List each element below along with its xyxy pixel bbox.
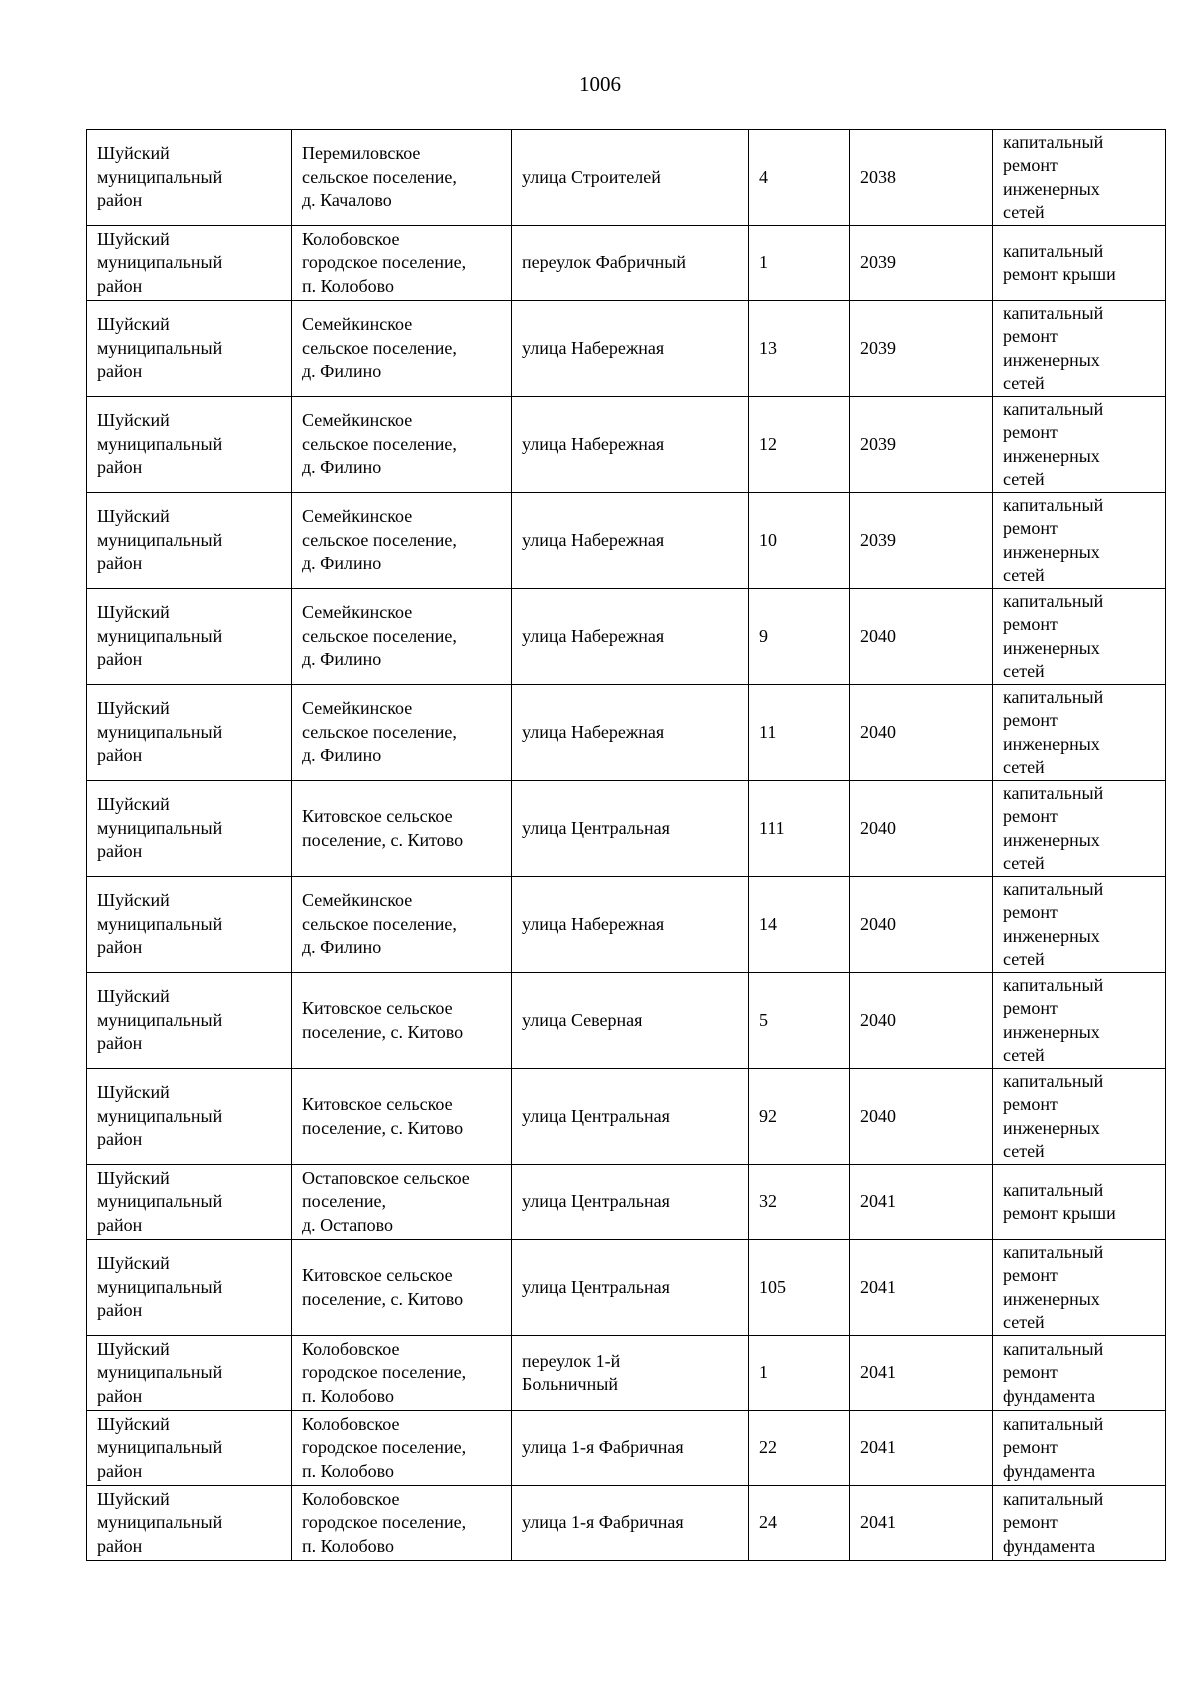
settlement-cell bbox=[292, 226, 512, 301]
street-cell bbox=[512, 397, 749, 493]
house-number-cell: 4 bbox=[749, 130, 850, 226]
street-cell-line: улица Северная bbox=[522, 1009, 643, 1030]
table-row bbox=[87, 1486, 1166, 1561]
district-cell-line: Шуйский bbox=[97, 602, 170, 623]
work-type-cell-line: капитальный bbox=[1003, 1241, 1104, 1262]
street-cell bbox=[512, 301, 749, 397]
work-type-cell-line: инженерных bbox=[1003, 829, 1100, 850]
work-type-cell-line: инженерных bbox=[1003, 733, 1100, 754]
work-type-cell bbox=[993, 1165, 1166, 1240]
district-cell bbox=[87, 1336, 292, 1411]
district-cell-line: район bbox=[97, 275, 143, 296]
work-type-cell-line: ремонт bbox=[1003, 1094, 1058, 1114]
district-cell-line: Шуйский bbox=[97, 410, 170, 431]
district-cell-line: Шуйский bbox=[97, 698, 170, 719]
district-cell-line: район bbox=[97, 937, 143, 958]
work-type-cell-line: капитальный bbox=[1003, 131, 1104, 152]
district-cell-line: муниципальный bbox=[97, 817, 223, 838]
table-row bbox=[87, 1069, 1166, 1165]
settlement-cell-line: Семейкинское bbox=[302, 698, 413, 719]
work-type-cell-line: сетей bbox=[1003, 949, 1045, 969]
district-cell-line: район bbox=[97, 1535, 143, 1556]
district-cell-line: Шуйский bbox=[97, 1413, 170, 1434]
street-cell-line: улица 1-я Фабричная bbox=[522, 1437, 684, 1458]
settlement-cell-line: п. Колобово bbox=[302, 1535, 395, 1556]
district-cell-line: Шуйский bbox=[97, 506, 170, 527]
district-cell-line: район bbox=[97, 745, 143, 766]
district-cell-line: район bbox=[97, 841, 143, 862]
settlement-cell-line: городское поселение, bbox=[302, 1437, 467, 1458]
settlement-cell-line: сельское поселение, bbox=[302, 529, 457, 550]
house-number-cell: 9 bbox=[749, 589, 850, 685]
street-cell bbox=[512, 685, 749, 781]
work-type-cell-line: ремонт bbox=[1003, 1362, 1058, 1383]
settlement-cell-line: Остаповское сельское bbox=[302, 1167, 470, 1188]
settlement-cell bbox=[292, 301, 512, 397]
district-cell-line: Шуйский bbox=[97, 1253, 170, 1274]
settlement-cell bbox=[292, 973, 512, 1069]
work-type-cell-line: сетей bbox=[1003, 469, 1045, 489]
district-cell-line: район bbox=[97, 1214, 143, 1235]
settlement-cell-line: Китовское сельское bbox=[302, 806, 453, 826]
work-type-cell-line: капитальный bbox=[1003, 1179, 1104, 1200]
work-type-cell-line: инженерных bbox=[1003, 1288, 1100, 1309]
district-cell-line: район bbox=[97, 457, 143, 478]
table-row bbox=[87, 1411, 1166, 1486]
settlement-cell-line: сельское поселение, bbox=[302, 913, 457, 934]
district-cell bbox=[87, 781, 292, 877]
house-number-cell: 12 bbox=[749, 397, 850, 493]
work-type-cell bbox=[993, 877, 1166, 973]
work-type-cell bbox=[993, 1411, 1166, 1486]
district-cell bbox=[87, 130, 292, 226]
table-row bbox=[87, 973, 1166, 1069]
house-number-cell: 1 bbox=[749, 226, 850, 301]
work-type-cell-line: сетей bbox=[1003, 373, 1045, 393]
settlement-cell-line: городское поселение, bbox=[302, 1362, 467, 1383]
work-type-cell-line: ремонт bbox=[1003, 155, 1058, 175]
work-type-cell-line: сетей bbox=[1003, 1312, 1045, 1332]
work-type-cell-line: фундамента bbox=[1003, 1385, 1096, 1406]
work-type-cell-line: сетей bbox=[1003, 757, 1045, 777]
district-cell-line: Шуйский bbox=[97, 890, 170, 911]
settlement-cell-line: поселение, с. Китово bbox=[302, 1117, 464, 1138]
work-type-cell-line: сетей bbox=[1003, 1045, 1045, 1065]
settlement-cell bbox=[292, 1165, 512, 1240]
settlement-cell-line: Семейкинское bbox=[302, 602, 413, 623]
district-cell-line: Шуйский bbox=[97, 1488, 170, 1509]
work-type-cell-line: ремонт крыши bbox=[1003, 264, 1116, 284]
settlement-cell-line: Колобовское bbox=[302, 228, 400, 249]
district-cell-line: Шуйский bbox=[97, 314, 170, 335]
year-cell: 2041 bbox=[850, 1486, 993, 1561]
year-cell: 2040 bbox=[850, 973, 993, 1069]
street-cell bbox=[512, 1336, 749, 1411]
district-cell-line: район bbox=[97, 1460, 143, 1481]
year-cell: 2041 bbox=[850, 1336, 993, 1411]
street-cell bbox=[512, 130, 749, 226]
settlement-cell-line: сельское поселение, bbox=[302, 625, 457, 646]
street-cell bbox=[512, 1069, 749, 1165]
work-type-cell-line: ремонт bbox=[1003, 1265, 1058, 1285]
work-type-cell-line: капитальный bbox=[1003, 398, 1104, 419]
district-cell-line: муниципальный bbox=[97, 913, 223, 934]
work-type-cell-line: капитальный bbox=[1003, 1338, 1104, 1359]
settlement-cell-line: п. Колобово bbox=[302, 1460, 395, 1481]
work-type-cell-line: фундамента bbox=[1003, 1535, 1096, 1556]
settlement-cell bbox=[292, 397, 512, 493]
street-cell bbox=[512, 1486, 749, 1561]
settlement-cell-line: Китовское сельское bbox=[302, 998, 453, 1018]
district-cell bbox=[87, 1486, 292, 1561]
work-type-cell-line: капитальный bbox=[1003, 782, 1104, 803]
district-cell bbox=[87, 226, 292, 301]
work-type-cell-line: капитальный bbox=[1003, 878, 1104, 899]
street-cell bbox=[512, 1240, 749, 1336]
year-cell: 2038 bbox=[850, 130, 993, 226]
district-cell bbox=[87, 1411, 292, 1486]
district-cell-line: район bbox=[97, 1300, 143, 1321]
district-cell-line: муниципальный bbox=[97, 1191, 223, 1212]
settlement-cell-line: сельское поселение, bbox=[302, 337, 457, 358]
settlement-cell-line: сельское поселение, bbox=[302, 721, 457, 742]
district-cell-line: Шуйский bbox=[97, 228, 170, 249]
district-cell bbox=[87, 589, 292, 685]
table-body bbox=[87, 130, 1166, 1561]
work-type-cell-line: ремонт крыши bbox=[1003, 1203, 1116, 1223]
settlement-cell-line: Семейкинское bbox=[302, 314, 413, 335]
work-type-cell-line: капитальный bbox=[1003, 974, 1104, 995]
work-type-cell-line: ремонт bbox=[1003, 806, 1058, 826]
settlement-cell-line: поселение, bbox=[302, 1191, 387, 1212]
work-type-cell-line: инженерных bbox=[1003, 1117, 1100, 1138]
page-number: 1006 bbox=[579, 72, 621, 96]
year-cell: 2041 bbox=[850, 1411, 993, 1486]
work-type-cell-line: ремонт bbox=[1003, 710, 1058, 730]
street-cell-line: улица Набережная bbox=[522, 721, 665, 742]
district-cell bbox=[87, 493, 292, 589]
house-number-cell: 92 bbox=[749, 1069, 850, 1165]
work-type-cell-line: ремонт bbox=[1003, 518, 1058, 538]
year-cell: 2040 bbox=[850, 1069, 993, 1165]
settlement-cell-line: Колобовское bbox=[302, 1338, 400, 1359]
year-cell: 2041 bbox=[850, 1165, 993, 1240]
year-cell: 2039 bbox=[850, 226, 993, 301]
street-cell-line: улица Набережная bbox=[522, 625, 665, 646]
work-type-cell-line: ремонт bbox=[1003, 326, 1058, 346]
street-cell bbox=[512, 226, 749, 301]
year-cell: 2040 bbox=[850, 685, 993, 781]
settlement-cell-line: поселение, с. Китово bbox=[302, 829, 464, 850]
settlement-cell-line: поселение, с. Китово bbox=[302, 1288, 464, 1309]
work-type-cell-line: капитальный bbox=[1003, 686, 1104, 707]
settlement-cell bbox=[292, 130, 512, 226]
district-cell-line: муниципальный bbox=[97, 625, 223, 646]
house-number-cell: 24 bbox=[749, 1486, 850, 1561]
district-cell-line: район bbox=[97, 649, 143, 670]
house-number-cell: 14 bbox=[749, 877, 850, 973]
street-cell bbox=[512, 1165, 749, 1240]
district-cell-line: район bbox=[97, 190, 143, 211]
work-type-cell-line: инженерных bbox=[1003, 637, 1100, 658]
work-type-cell-line: инженерных bbox=[1003, 349, 1100, 370]
house-number-cell: 111 bbox=[749, 781, 850, 877]
district-cell-line: муниципальный bbox=[97, 1276, 223, 1297]
house-number-cell: 22 bbox=[749, 1411, 850, 1486]
settlement-cell bbox=[292, 493, 512, 589]
table-row bbox=[87, 589, 1166, 685]
settlement-cell-line: д. Филино bbox=[302, 361, 382, 382]
repair-schedule-table bbox=[86, 129, 1166, 1561]
work-type-cell bbox=[993, 1486, 1166, 1561]
table-row bbox=[87, 397, 1166, 493]
district-cell bbox=[87, 1240, 292, 1336]
district-cell-line: район bbox=[97, 553, 143, 574]
district-cell-line: Шуйский bbox=[97, 1338, 170, 1359]
year-cell: 2039 bbox=[850, 301, 993, 397]
settlement-cell-line: д. Филино bbox=[302, 649, 382, 670]
district-cell-line: муниципальный bbox=[97, 529, 223, 550]
district-cell-line: Шуйский bbox=[97, 1082, 170, 1103]
settlement-cell-line: д. Остапово bbox=[302, 1214, 393, 1235]
work-type-cell bbox=[993, 973, 1166, 1069]
work-type-cell-line: капитальный bbox=[1003, 302, 1104, 323]
table-row bbox=[87, 685, 1166, 781]
work-type-cell bbox=[993, 1240, 1166, 1336]
year-cell: 2040 bbox=[850, 781, 993, 877]
work-type-cell-line: сетей bbox=[1003, 1141, 1045, 1161]
house-number-cell: 105 bbox=[749, 1240, 850, 1336]
street-cell bbox=[512, 589, 749, 685]
district-cell-line: район bbox=[97, 1385, 143, 1406]
work-type-cell bbox=[993, 685, 1166, 781]
work-type-cell-line: ремонт bbox=[1003, 422, 1058, 442]
year-cell: 2039 bbox=[850, 493, 993, 589]
work-type-cell-line: инженерных bbox=[1003, 541, 1100, 562]
street-cell-line: Больничный bbox=[522, 1374, 618, 1394]
settlement-cell bbox=[292, 1486, 512, 1561]
year-cell: 2041 bbox=[850, 1240, 993, 1336]
district-cell bbox=[87, 685, 292, 781]
district-cell bbox=[87, 973, 292, 1069]
work-type-cell bbox=[993, 589, 1166, 685]
settlement-cell bbox=[292, 1411, 512, 1486]
settlement-cell-line: сельское поселение, bbox=[302, 166, 457, 187]
settlement-cell-line: Перемиловское bbox=[302, 143, 421, 164]
work-type-cell-line: ремонт bbox=[1003, 1512, 1058, 1533]
street-cell-line: улица Набережная bbox=[522, 913, 665, 934]
house-number-cell: 1 bbox=[749, 1336, 850, 1411]
table-row bbox=[87, 130, 1166, 226]
settlement-cell bbox=[292, 781, 512, 877]
district-cell bbox=[87, 1165, 292, 1240]
settlement-cell-line: поселение, с. Китово bbox=[302, 1021, 464, 1042]
district-cell-line: район bbox=[97, 361, 143, 382]
settlement-cell bbox=[292, 877, 512, 973]
settlement-cell bbox=[292, 1336, 512, 1411]
settlement-cell-line: д. Филино bbox=[302, 553, 382, 574]
street-cell-line: переулок Фабричный bbox=[522, 252, 687, 273]
work-type-cell-line: инженерных bbox=[1003, 178, 1100, 199]
work-type-cell-line: сетей bbox=[1003, 853, 1045, 873]
table-row bbox=[87, 1336, 1166, 1411]
district-cell-line: муниципальный bbox=[97, 721, 223, 742]
district-cell bbox=[87, 1069, 292, 1165]
work-type-cell-line: ремонт bbox=[1003, 902, 1058, 922]
district-cell-line: муниципальный bbox=[97, 1009, 223, 1030]
work-type-cell-line: капитальный bbox=[1003, 590, 1104, 611]
street-cell-line: улица Набережная bbox=[522, 337, 665, 358]
district-cell bbox=[87, 301, 292, 397]
street-cell-line: улица Набережная bbox=[522, 529, 665, 550]
year-cell: 2040 bbox=[850, 589, 993, 685]
table-row bbox=[87, 1165, 1166, 1240]
district-cell bbox=[87, 877, 292, 973]
district-cell-line: муниципальный bbox=[97, 1105, 223, 1126]
work-type-cell-line: капитальный bbox=[1003, 494, 1104, 515]
work-type-cell bbox=[993, 226, 1166, 301]
street-cell-line: улица Центральная bbox=[522, 1191, 670, 1212]
table-row bbox=[87, 877, 1166, 973]
district-cell-line: Шуйский bbox=[97, 794, 170, 815]
settlement-cell-line: Семейкинское bbox=[302, 890, 413, 911]
settlement-cell-line: п. Колобово bbox=[302, 1385, 395, 1406]
district-cell-line: муниципальный bbox=[97, 433, 223, 454]
district-cell-line: Шуйский bbox=[97, 143, 170, 164]
street-cell-line: улица 1-я Фабричная bbox=[522, 1512, 684, 1533]
house-number-cell: 32 bbox=[749, 1165, 850, 1240]
house-number-cell: 11 bbox=[749, 685, 850, 781]
table-row bbox=[87, 1240, 1166, 1336]
district-cell-line: муниципальный bbox=[97, 166, 223, 187]
street-cell bbox=[512, 877, 749, 973]
settlement-cell-line: городское поселение, bbox=[302, 252, 467, 273]
settlement-cell-line: Китовское сельское bbox=[302, 1094, 453, 1114]
district-cell-line: муниципальный bbox=[97, 1362, 223, 1383]
work-type-cell bbox=[993, 130, 1166, 226]
street-cell-line: улица Центральная bbox=[522, 817, 670, 838]
settlement-cell-line: д. Филино bbox=[302, 745, 382, 766]
street-cell bbox=[512, 973, 749, 1069]
work-type-cell-line: фундамента bbox=[1003, 1460, 1096, 1481]
settlement-cell-line: д. Филино bbox=[302, 937, 382, 958]
work-type-cell bbox=[993, 1336, 1166, 1411]
settlement-cell-line: сельское поселение, bbox=[302, 433, 457, 454]
work-type-cell-line: капитальный bbox=[1003, 1413, 1104, 1434]
district-cell bbox=[87, 397, 292, 493]
work-type-cell-line: сетей bbox=[1003, 661, 1045, 681]
settlement-cell-line: городское поселение, bbox=[302, 1512, 467, 1533]
work-type-cell-line: ремонт bbox=[1003, 1437, 1058, 1458]
house-number-cell: 5 bbox=[749, 973, 850, 1069]
work-type-cell-line: капитальный bbox=[1003, 1070, 1104, 1091]
settlement-cell bbox=[292, 1240, 512, 1336]
street-cell-line: улица Набережная bbox=[522, 433, 665, 454]
table-row bbox=[87, 226, 1166, 301]
settlement-cell-line: Колобовское bbox=[302, 1413, 400, 1434]
work-type-cell-line: инженерных bbox=[1003, 445, 1100, 466]
district-cell-line: муниципальный bbox=[97, 337, 223, 358]
work-type-cell-line: капитальный bbox=[1003, 240, 1104, 261]
work-type-cell bbox=[993, 301, 1166, 397]
house-number-cell: 13 bbox=[749, 301, 850, 397]
settlement-cell bbox=[292, 1069, 512, 1165]
work-type-cell-line: ремонт bbox=[1003, 614, 1058, 634]
work-type-cell-line: капитальный bbox=[1003, 1488, 1104, 1509]
work-type-cell bbox=[993, 493, 1166, 589]
settlement-cell-line: п. Колобово bbox=[302, 275, 395, 296]
settlement-cell bbox=[292, 589, 512, 685]
district-cell-line: Шуйский bbox=[97, 986, 170, 1007]
settlement-cell-line: д. Филино bbox=[302, 457, 382, 478]
work-type-cell-line: ремонт bbox=[1003, 998, 1058, 1018]
street-cell bbox=[512, 781, 749, 877]
street-cell-line: улица Центральная bbox=[522, 1276, 670, 1297]
street-cell-line: переулок 1-й bbox=[522, 1350, 621, 1371]
work-type-cell-line: инженерных bbox=[1003, 1021, 1100, 1042]
settlement-cell-line: Семейкинское bbox=[302, 410, 413, 431]
table-row bbox=[87, 493, 1166, 589]
settlement-cell-line: Колобовское bbox=[302, 1488, 400, 1509]
settlement-cell-line: Китовское сельское bbox=[302, 1265, 453, 1285]
street-cell bbox=[512, 1411, 749, 1486]
table-row bbox=[87, 301, 1166, 397]
work-type-cell bbox=[993, 397, 1166, 493]
street-cell-line: улица Строителей bbox=[522, 166, 661, 187]
work-type-cell-line: сетей bbox=[1003, 202, 1045, 222]
house-number-cell: 10 bbox=[749, 493, 850, 589]
settlement-cell bbox=[292, 685, 512, 781]
work-type-cell-line: сетей bbox=[1003, 565, 1045, 585]
district-cell-line: муниципальный bbox=[97, 252, 223, 273]
district-cell-line: Шуйский bbox=[97, 1167, 170, 1188]
table-row bbox=[87, 781, 1166, 877]
work-type-cell bbox=[993, 781, 1166, 877]
district-cell-line: район bbox=[97, 1033, 143, 1054]
district-cell-line: район bbox=[97, 1129, 143, 1150]
work-type-cell-line: инженерных bbox=[1003, 925, 1100, 946]
district-cell-line: муниципальный bbox=[97, 1437, 223, 1458]
settlement-cell-line: Семейкинское bbox=[302, 506, 413, 527]
street-cell-line: улица Центральная bbox=[522, 1105, 670, 1126]
street-cell bbox=[512, 493, 749, 589]
district-cell-line: муниципальный bbox=[97, 1512, 223, 1533]
work-type-cell bbox=[993, 1069, 1166, 1165]
year-cell: 2040 bbox=[850, 877, 993, 973]
year-cell: 2039 bbox=[850, 397, 993, 493]
settlement-cell-line: д. Качалово bbox=[302, 190, 392, 211]
